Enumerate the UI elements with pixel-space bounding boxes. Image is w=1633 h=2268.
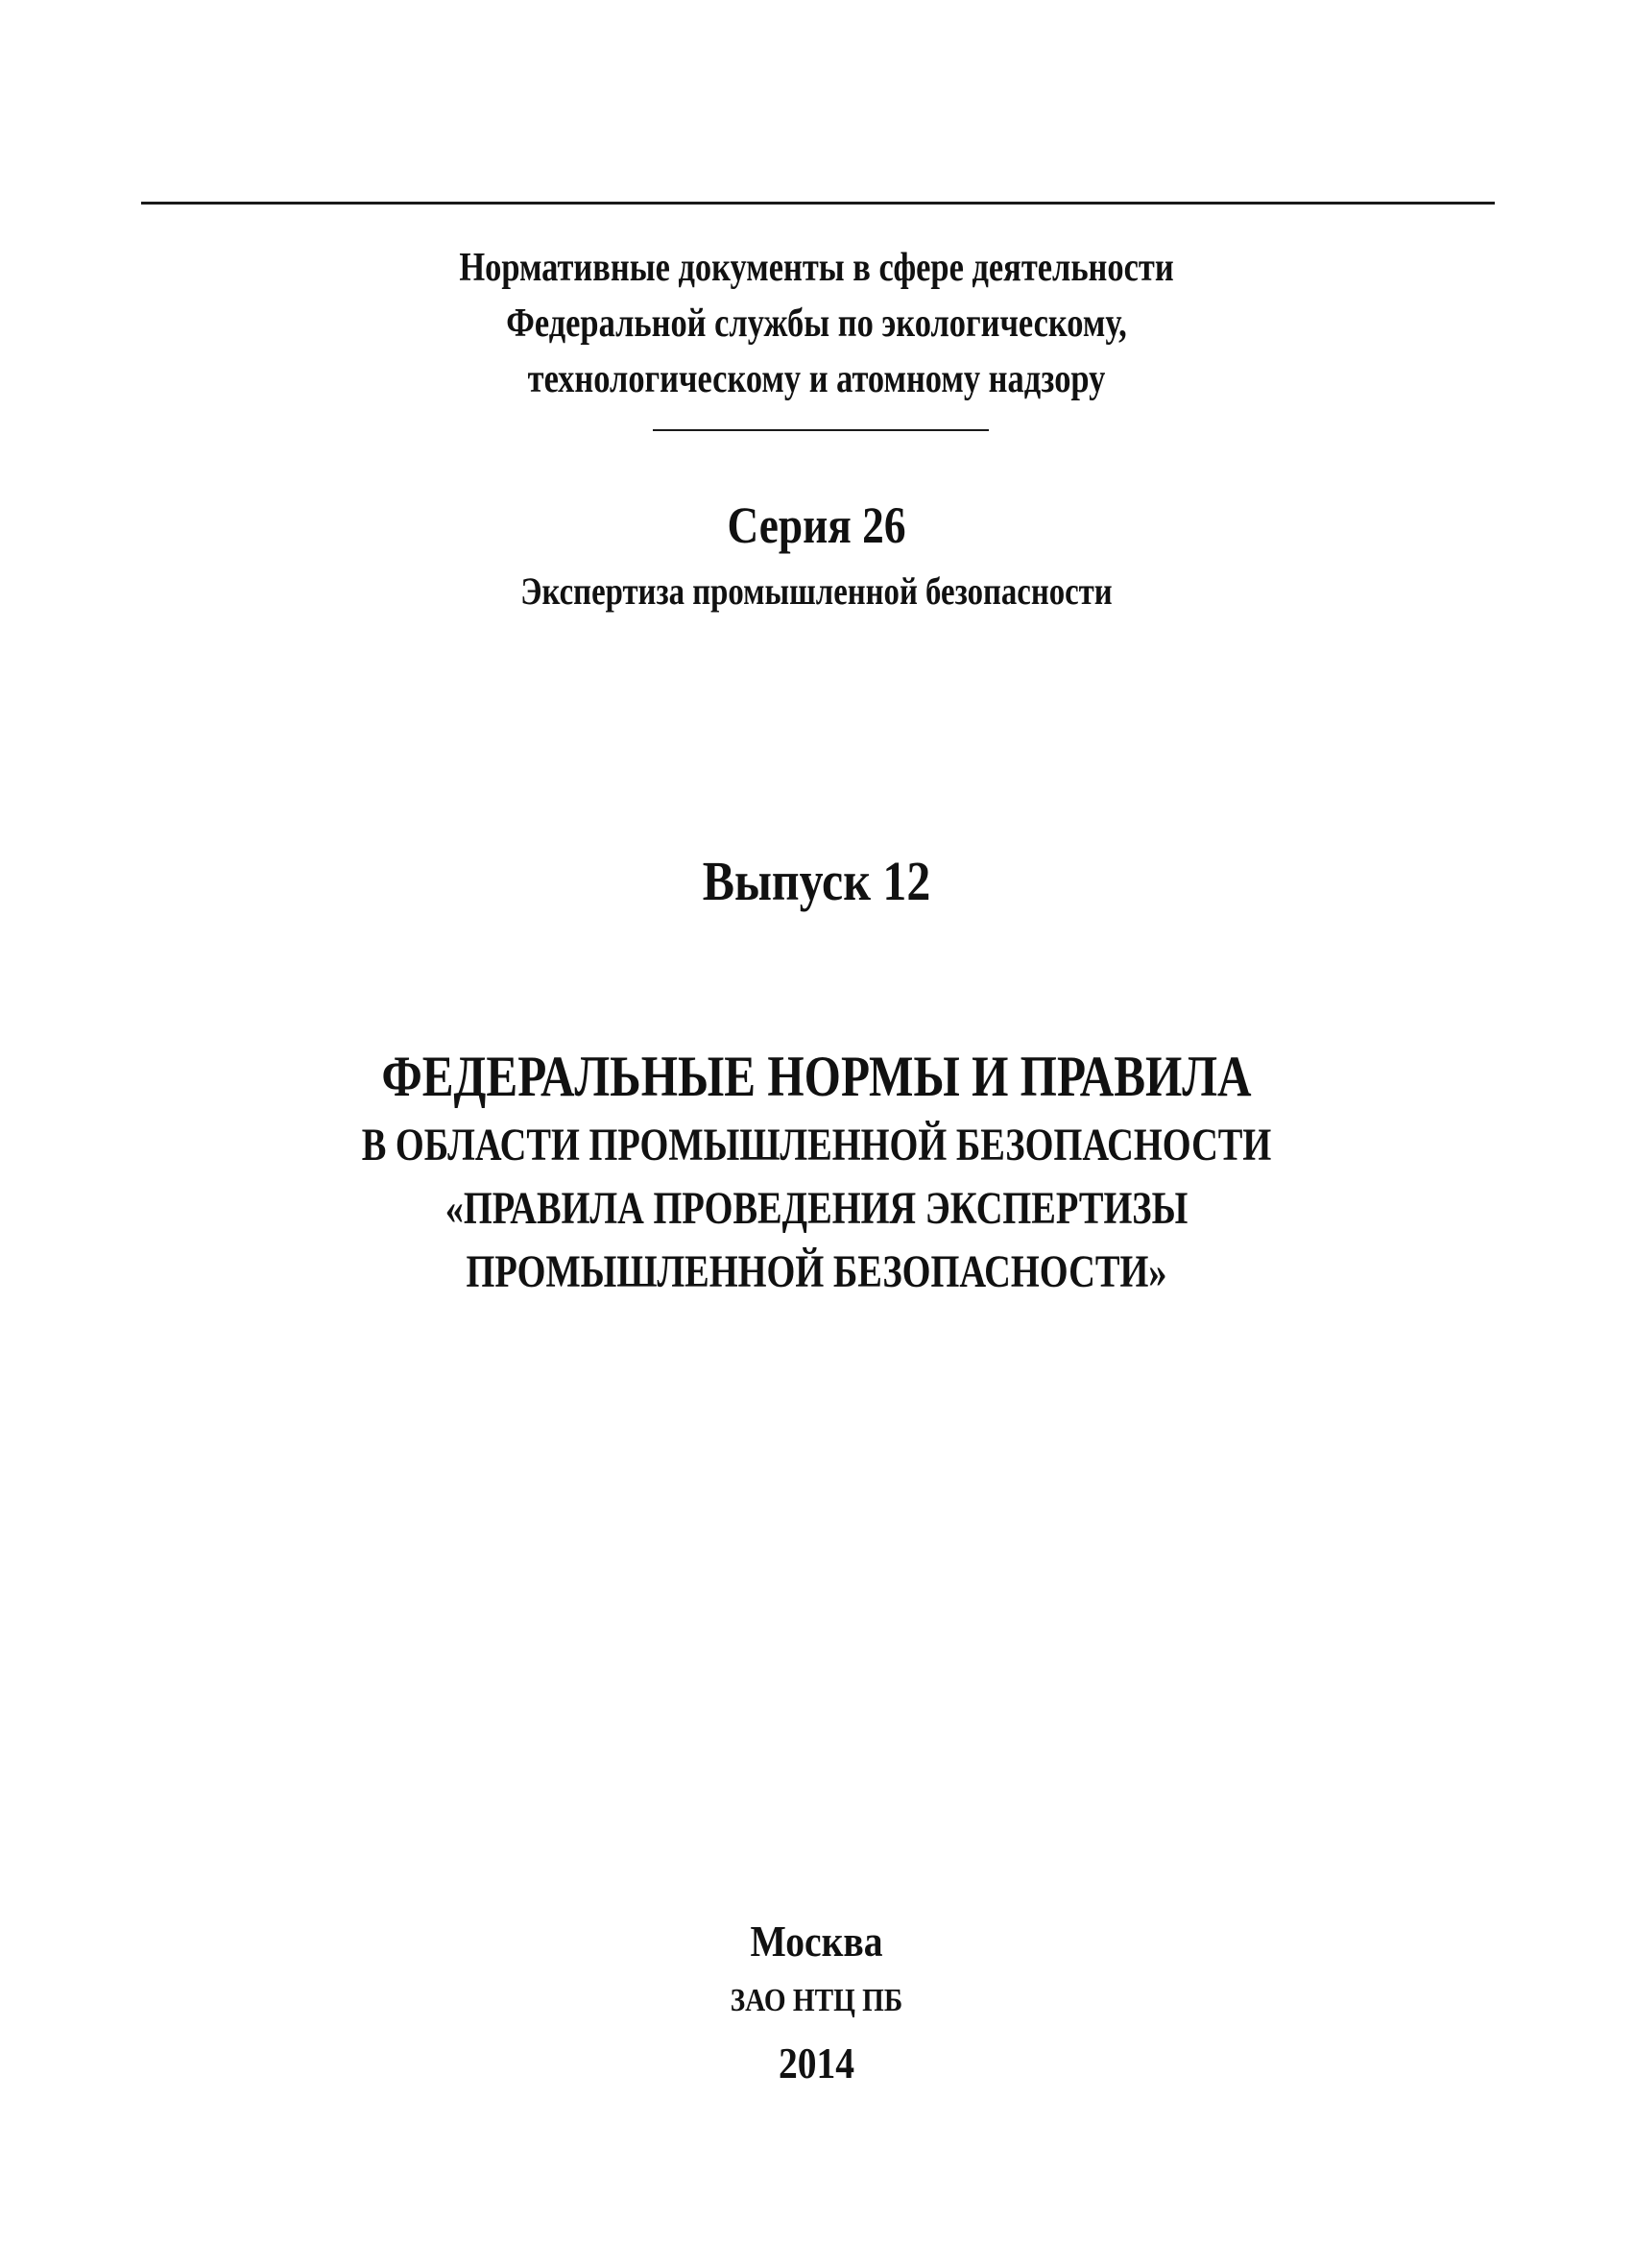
title-line: ПРОМЫШЛЕННОЙ БЕЗОПАСНОСТИ»: [466, 1246, 1167, 1297]
series-subtitle: Экспертиза промышленной безопасности: [520, 569, 1113, 613]
imprint-publisher: ЗАО НТЦ ПБ: [730, 1983, 903, 2018]
title-line: «ПРАВИЛА ПРОВЕДЕНИЯ ЭКСПЕРТИЗЫ: [444, 1183, 1189, 1234]
header-block: [0, 240, 1633, 407]
imprint-block: [0, 1911, 1633, 2097]
header-line: Нормативные документы в сфере деятельности: [459, 246, 1174, 290]
series-title: Серия 26: [727, 496, 906, 554]
issue-label: Выпуск 12: [702, 850, 931, 912]
header-divider: [653, 429, 989, 431]
title-line: В ОБЛАСТИ ПРОМЫШЛЕННОЙ БЕЗОПАСНОСТИ: [361, 1120, 1272, 1170]
top-rule: [141, 202, 1495, 205]
imprint-city: Москва: [750, 1917, 883, 1966]
title-main: ФЕДЕРАЛЬНЫЕ НОРМЫ И ПРАВИЛА: [381, 1045, 1252, 1108]
header-line: технологическому и атомному надзору: [527, 357, 1106, 401]
document-title: [0, 1039, 1633, 1304]
imprint-year: 2014: [778, 2039, 855, 2087]
header-line: Федеральной службы по экологическому,: [506, 302, 1127, 346]
